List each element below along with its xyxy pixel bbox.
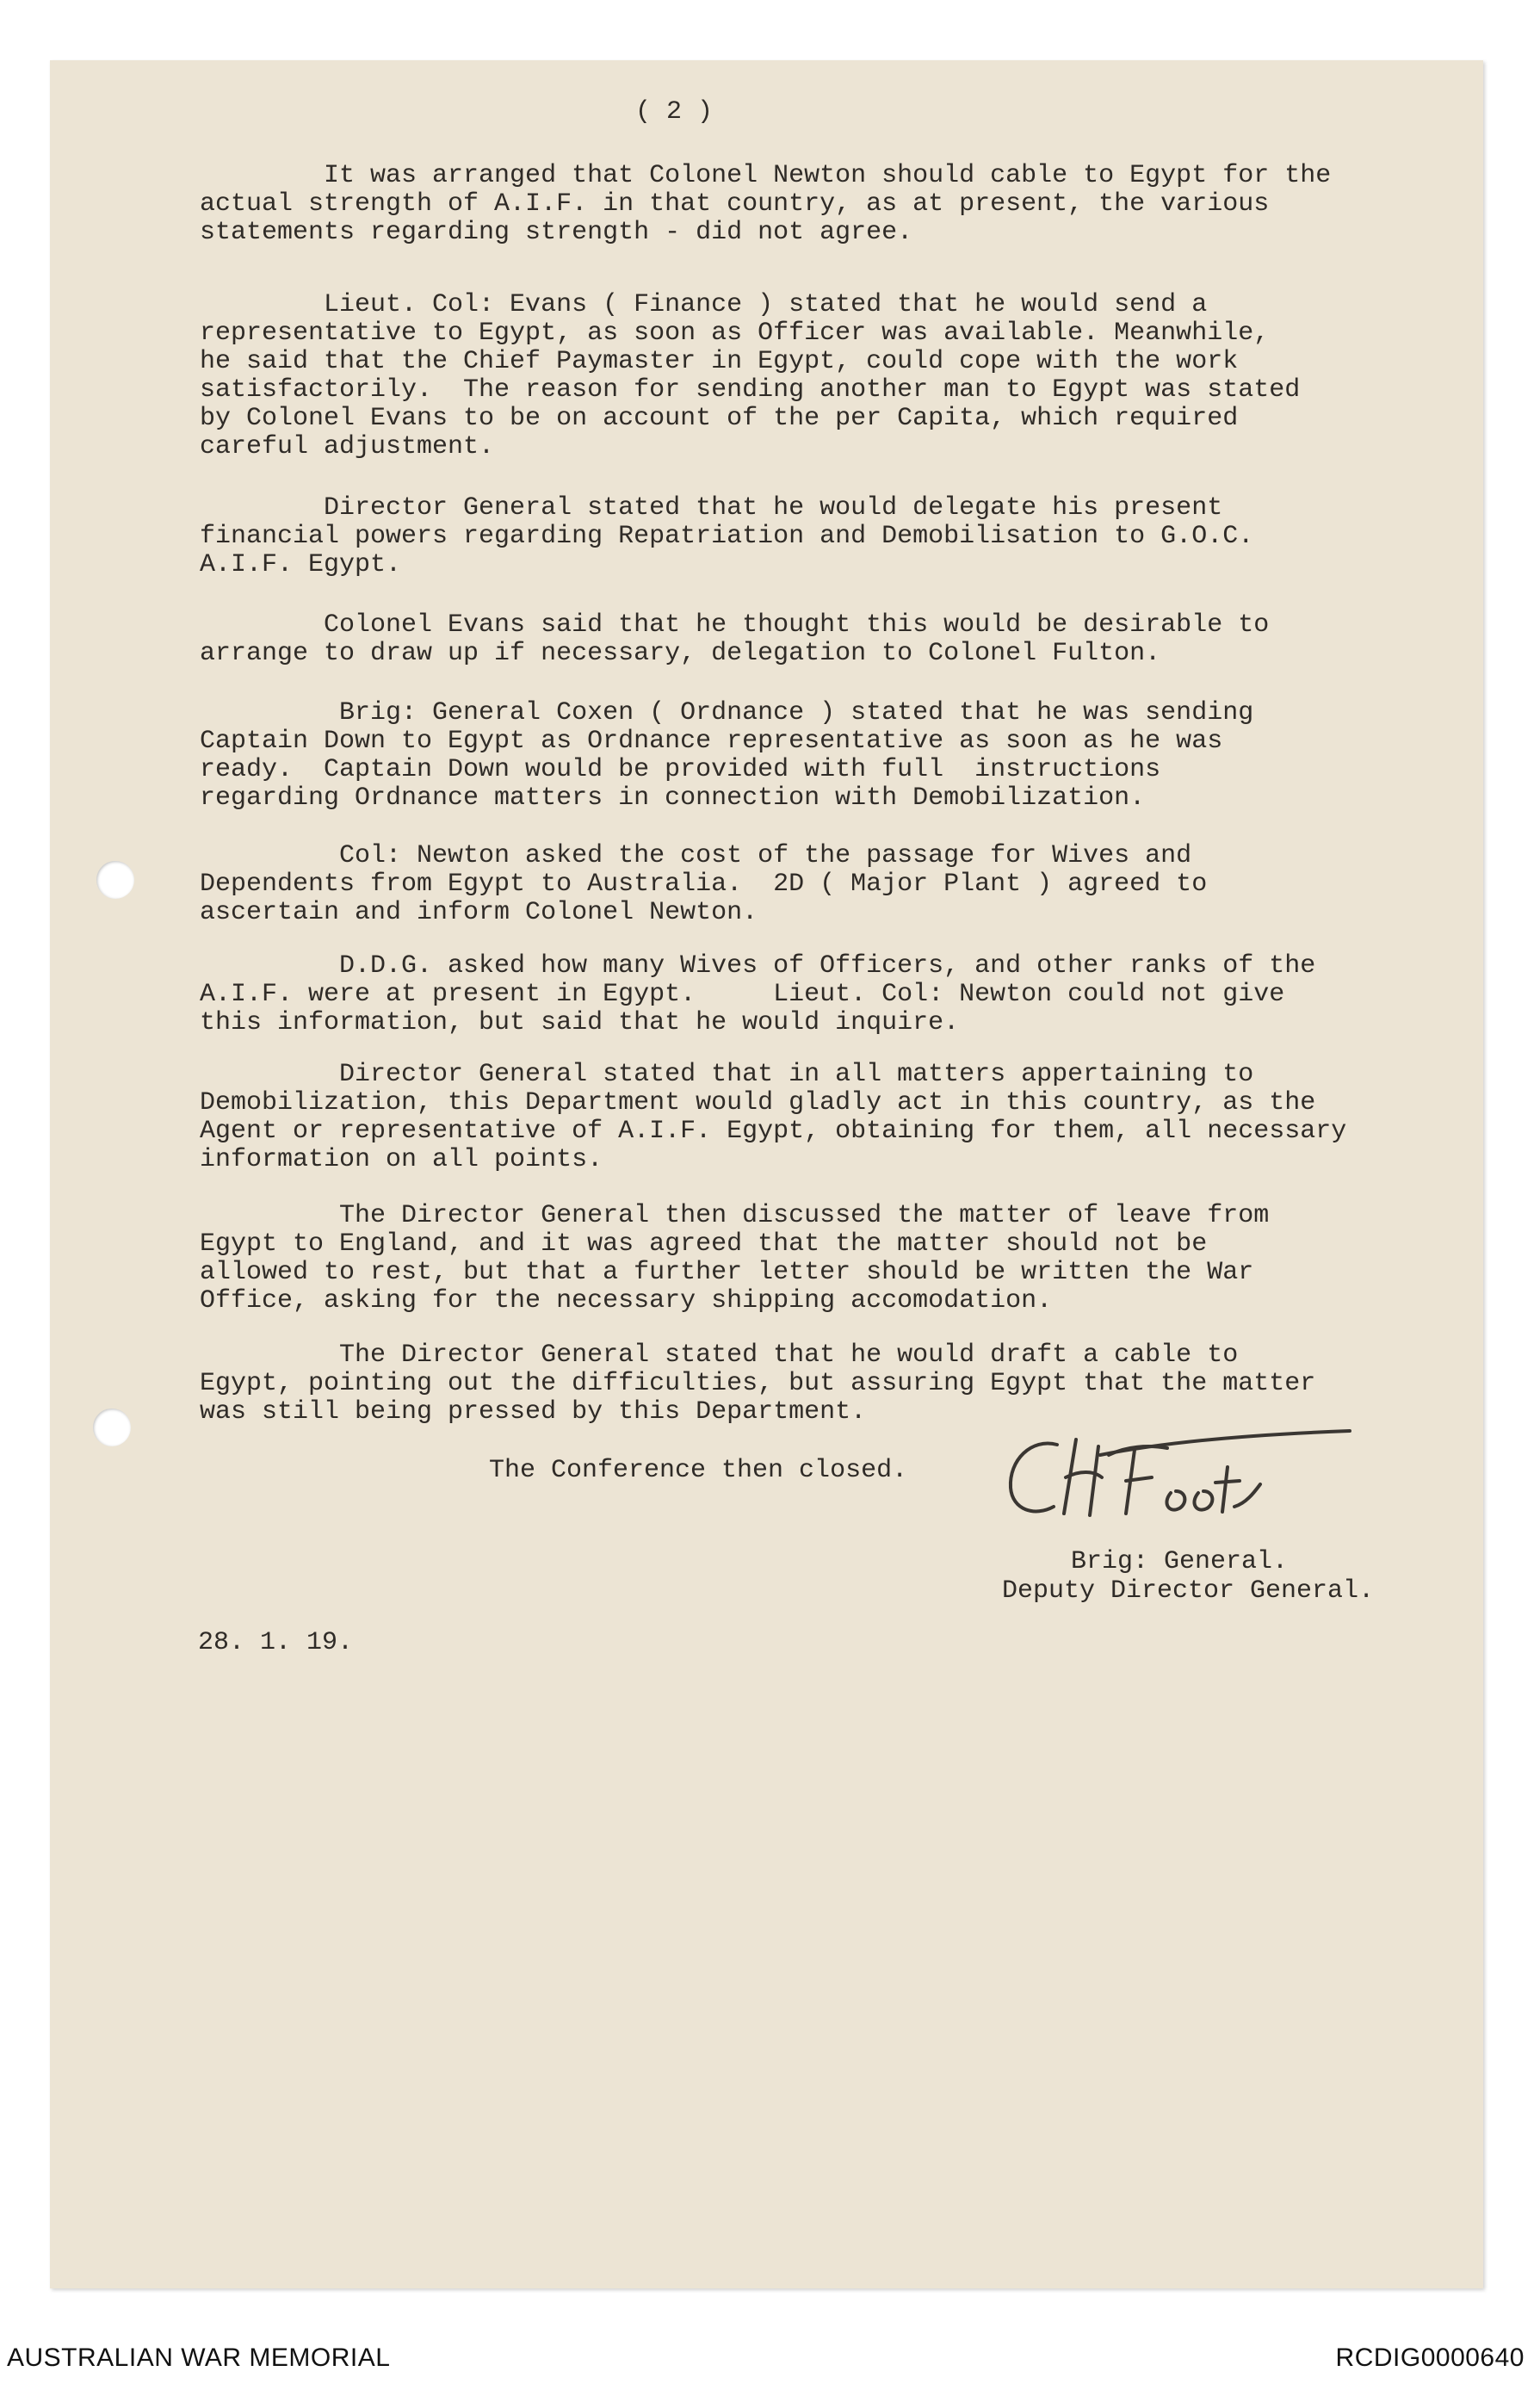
document-date: 28. 1. 19. <box>198 1628 354 1657</box>
paragraph-delegation: Colonel Evans said that he thought this would be desirable to arrange to draw up if necessary, delegation to Colonel Fulton. <box>200 610 1270 668</box>
paragraph-passage-cost: Col: Newton asked the cost of the passage for Wives and Dependents from Egypt to Australia. 2D ( Major Plant ) agreed to ascertain and inform Colonel Newton. <box>200 841 1208 927</box>
paragraph-financial-powers: Director General stated that he would delegate his present financial powers regarding Repatriation and Demobilisation to G.O.C. A.I.F. Egypt. <box>200 493 1254 579</box>
footer-institution: AUSTRALIAN WAR MEMORIAL <box>7 2344 391 2372</box>
closing-line: The Conference then closed. <box>489 1456 908 1485</box>
paragraph-ordnance: Brig: General Coxen ( Ordnance ) stated that he was sending Captain Down to Egypt as Ordnance representative as soon as he was ready. Captain Down would be provided with full instructions regarding Ordnance matters in connection with Demobilization. <box>200 698 1254 813</box>
signatory-title: Deputy Director General. <box>1002 1576 1375 1606</box>
paragraph-leave: The Director General then discussed the matter of leave from Egypt to England, and it was agreed that the matter should not be allowed to rest, but that a further letter should be written the War Office, asking for the necessary shipping accomodation. <box>200 1201 1270 1316</box>
paragraph-wives-count: D.D.G. asked how many Wives of Officers, and other ranks of the A.I.F. were at present in Egypt. Lieut. Col: Newton could not give this information, but said that he would inquire. <box>200 951 1316 1037</box>
signatory-rank: Brig: General. <box>1071 1547 1289 1576</box>
page-number: ( 2 ) <box>635 97 714 127</box>
punch-hole-upper <box>96 861 134 899</box>
punch-hole-lower <box>93 1409 131 1446</box>
signature <box>997 1421 1358 1532</box>
paragraph-agent: Director General stated that in all matters appertaining to Demobilization, this Department would gladly act in this country, as the Agent or representative of A.I.F. Egypt, obtaining for them, all necessary information on all points. <box>200 1060 1347 1174</box>
paragraph-cable-strength: It was arranged that Colonel Newton should cable to Egypt for the actual strength of A.I.F. in that country, as at present, the various statements regarding strength - did not agree. <box>200 161 1332 247</box>
paragraph-finance-representative: Lieut. Col: Evans ( Finance ) stated that he would send a representative to Egypt, as soon as Officer was available. Meanwhile, he said that the Chief Paymaster in Egypt, could cope with the work satisfactorily. The reason for sending another man to Egypt was stated by Colonel Evans to be on account of the per Capita, which required careful adjustment. <box>200 290 1301 461</box>
paragraph-draft-cable: The Director General stated that he would draft a cable to Egypt, pointing out the difficulties, but assuring Egypt that the matter was still being pressed by this Department. <box>200 1341 1316 1427</box>
footer-archive-id: RCDIG0000640 <box>1335 2344 1525 2372</box>
